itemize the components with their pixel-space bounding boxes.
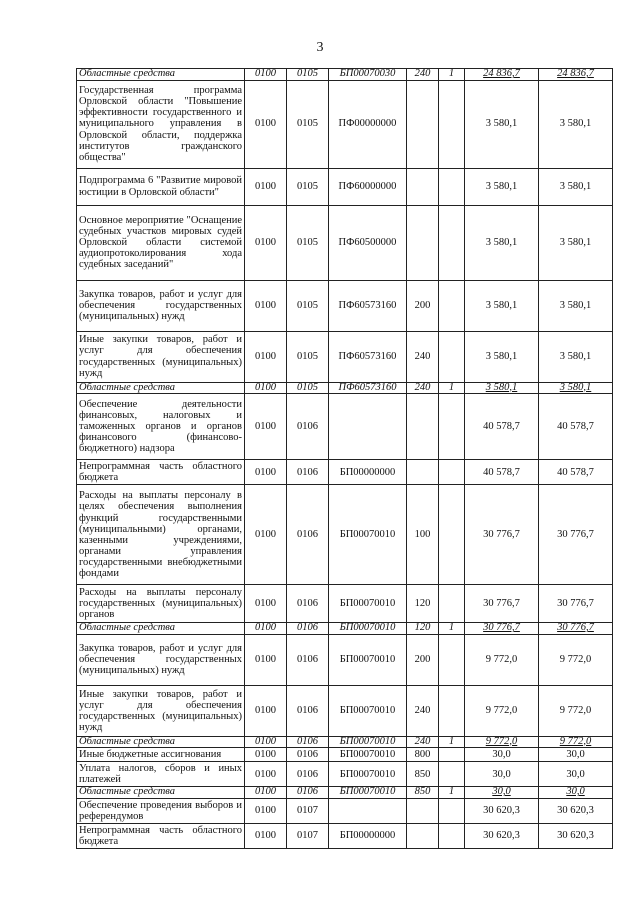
expense-type-cell: 850 bbox=[407, 787, 439, 799]
section-code-cell: 0100 bbox=[245, 168, 287, 205]
amount-year1-cell: 40 578,7 bbox=[465, 460, 539, 485]
amount-year2-cell: 3 580,1 bbox=[539, 382, 613, 394]
expense-type-cell bbox=[407, 80, 439, 168]
amount-year1-cell: 3 580,1 bbox=[465, 168, 539, 205]
target-article-cell: БП00070010 bbox=[329, 762, 407, 787]
funding-source-cell bbox=[439, 762, 465, 787]
row-name-cell: Областные средства bbox=[77, 69, 245, 81]
target-article-cell: БП00070010 bbox=[329, 685, 407, 736]
amount-year2-cell: 30 620,3 bbox=[539, 823, 613, 848]
row-name-cell: Областные средства bbox=[77, 787, 245, 799]
table-row bbox=[77, 331, 613, 382]
amount-year1-cell: 3 580,1 bbox=[465, 331, 539, 382]
amount-year1-cell: 3 580,1 bbox=[465, 280, 539, 331]
section-code-cell: 0100 bbox=[245, 394, 287, 460]
subsection-code-cell: 0105 bbox=[287, 168, 329, 205]
section-code-cell: 0100 bbox=[245, 485, 287, 585]
subsection-code-cell: 0106 bbox=[287, 685, 329, 736]
budget-table bbox=[76, 68, 613, 849]
expense-type-cell: 850 bbox=[407, 762, 439, 787]
funding-source-cell: 1 bbox=[439, 69, 465, 81]
target-article-cell: БП00000000 bbox=[329, 823, 407, 848]
section-code-cell: 0100 bbox=[245, 331, 287, 382]
funding-source-cell bbox=[439, 80, 465, 168]
page-number: 3 bbox=[316, 40, 324, 55]
expense-type-cell: 120 bbox=[407, 623, 439, 635]
subsection-code-cell: 0105 bbox=[287, 80, 329, 168]
amount-year1-cell: 9 772,0 bbox=[465, 685, 539, 736]
row-name-cell: Основное мероприятие "Оснащение судебных участков мировых судей Орловской области системой аудиопротоколирования хода судебных заседаний" bbox=[77, 205, 245, 280]
expense-type-cell: 200 bbox=[407, 634, 439, 685]
amount-year2-cell: 30 776,7 bbox=[539, 585, 613, 623]
amount-year1-cell: 30 620,3 bbox=[465, 798, 539, 823]
subsection-code-cell: 0106 bbox=[287, 460, 329, 485]
subsection-code-cell: 0107 bbox=[287, 823, 329, 848]
table-row bbox=[77, 205, 613, 280]
subsection-code-cell: 0106 bbox=[287, 623, 329, 635]
subsection-code-cell: 0106 bbox=[287, 736, 329, 748]
amount-year1-cell: 30 620,3 bbox=[465, 823, 539, 848]
table-row bbox=[77, 798, 613, 823]
expense-type-cell: 240 bbox=[407, 736, 439, 748]
subsection-code-cell: 0107 bbox=[287, 798, 329, 823]
funding-source-cell bbox=[439, 685, 465, 736]
funding-source-cell bbox=[439, 460, 465, 485]
table-row bbox=[77, 762, 613, 787]
table-row bbox=[77, 280, 613, 331]
target-article-cell bbox=[329, 798, 407, 823]
target-article-cell: ПФ60573160 bbox=[329, 331, 407, 382]
section-code-cell: 0100 bbox=[245, 382, 287, 394]
expense-type-cell: 800 bbox=[407, 748, 439, 762]
amount-year2-cell: 30,0 bbox=[539, 748, 613, 762]
row-name-cell: Непрограммная часть областного бюджета bbox=[77, 460, 245, 485]
subsection-code-cell: 0105 bbox=[287, 69, 329, 81]
funding-source-cell bbox=[439, 485, 465, 585]
amount-year1-cell: 30 776,7 bbox=[465, 623, 539, 635]
amount-year1-cell: 3 580,1 bbox=[465, 80, 539, 168]
subsection-code-cell: 0105 bbox=[287, 205, 329, 280]
section-code-cell: 0100 bbox=[245, 623, 287, 635]
amount-year2-cell: 30,0 bbox=[539, 787, 613, 799]
target-article-cell: БП00000000 bbox=[329, 460, 407, 485]
section-code-cell: 0100 bbox=[245, 205, 287, 280]
amount-year2-cell: 30 620,3 bbox=[539, 798, 613, 823]
funding-source-cell bbox=[439, 798, 465, 823]
funding-source-cell bbox=[439, 205, 465, 280]
row-name-cell: Областные средства bbox=[77, 623, 245, 635]
subsection-code-cell: 0106 bbox=[287, 485, 329, 585]
target-article-cell: БП00070010 bbox=[329, 748, 407, 762]
section-code-cell: 0100 bbox=[245, 460, 287, 485]
target-article-cell: ПФ60573160 bbox=[329, 382, 407, 394]
expense-type-cell bbox=[407, 205, 439, 280]
expense-type-cell: 120 bbox=[407, 585, 439, 623]
amount-year1-cell: 24 836,7 bbox=[465, 69, 539, 81]
amount-year2-cell: 3 580,1 bbox=[539, 80, 613, 168]
subsection-code-cell: 0105 bbox=[287, 280, 329, 331]
row-name-cell: Уплата налогов, сборов и иных платежей bbox=[77, 762, 245, 787]
target-article-cell: БП00070010 bbox=[329, 634, 407, 685]
target-article-cell: БП00070010 bbox=[329, 585, 407, 623]
target-article-cell: ПФ00000000 bbox=[329, 80, 407, 168]
section-code-cell: 0100 bbox=[245, 736, 287, 748]
table-row bbox=[77, 685, 613, 736]
funding-source-cell: 1 bbox=[439, 787, 465, 799]
amount-year2-cell: 3 580,1 bbox=[539, 205, 613, 280]
target-article-cell: БП00070010 bbox=[329, 485, 407, 585]
row-name-cell: Иные закупки товаров, работ и услуг для обеспечения государственных (муниципальных) нужд bbox=[77, 331, 245, 382]
row-name-cell: Иные бюджетные ассигнования bbox=[77, 748, 245, 762]
subsection-code-cell: 0105 bbox=[287, 331, 329, 382]
amount-year2-cell: 30,0 bbox=[539, 762, 613, 787]
funding-source-cell bbox=[439, 394, 465, 460]
expense-type-cell: 100 bbox=[407, 485, 439, 585]
subsection-code-cell: 0106 bbox=[287, 762, 329, 787]
amount-year1-cell: 30 776,7 bbox=[465, 585, 539, 623]
funding-source-cell bbox=[439, 280, 465, 331]
amount-year1-cell: 9 772,0 bbox=[465, 634, 539, 685]
subsection-code-cell: 0106 bbox=[287, 585, 329, 623]
target-article-cell: БП00070010 bbox=[329, 623, 407, 635]
table-row bbox=[77, 634, 613, 685]
regional-funds-row bbox=[77, 623, 613, 635]
table-row bbox=[77, 485, 613, 585]
section-code-cell: 0100 bbox=[245, 69, 287, 81]
subsection-code-cell: 0105 bbox=[287, 382, 329, 394]
table-body bbox=[77, 69, 613, 849]
target-article-cell: ПФ60573160 bbox=[329, 280, 407, 331]
target-article-cell: ПФ60000000 bbox=[329, 168, 407, 205]
amount-year2-cell: 3 580,1 bbox=[539, 331, 613, 382]
table-row bbox=[77, 394, 613, 460]
regional-funds-row bbox=[77, 382, 613, 394]
expense-type-cell bbox=[407, 798, 439, 823]
funding-source-cell: 1 bbox=[439, 736, 465, 748]
amount-year1-cell: 30 776,7 bbox=[465, 485, 539, 585]
amount-year1-cell: 3 580,1 bbox=[465, 382, 539, 394]
funding-source-cell bbox=[439, 168, 465, 205]
funding-source-cell bbox=[439, 331, 465, 382]
row-name-cell: Непрограммная часть областного бюджета bbox=[77, 823, 245, 848]
expense-type-cell: 240 bbox=[407, 685, 439, 736]
funding-source-cell: 1 bbox=[439, 623, 465, 635]
amount-year1-cell: 40 578,7 bbox=[465, 394, 539, 460]
funding-source-cell bbox=[439, 823, 465, 848]
table-row bbox=[77, 748, 613, 762]
row-name-cell: Расходы на выплаты персоналу в целях обеспечения выполнения функций государственными (муниципальными) органами, казенными учреждениями, органами управления государственными внебюджетными фондами bbox=[77, 485, 245, 585]
row-name-cell: Подпрограмма 6 "Развитие мировой юстиции в Орловской области" bbox=[77, 168, 245, 205]
section-code-cell: 0100 bbox=[245, 685, 287, 736]
target-article-cell: БП00070030 bbox=[329, 69, 407, 81]
amount-year2-cell: 3 580,1 bbox=[539, 168, 613, 205]
expense-type-cell bbox=[407, 168, 439, 205]
subsection-code-cell: 0106 bbox=[287, 394, 329, 460]
funding-source-cell bbox=[439, 748, 465, 762]
expense-type-cell: 240 bbox=[407, 69, 439, 81]
table-row bbox=[77, 585, 613, 623]
target-article-cell: ПФ60500000 bbox=[329, 205, 407, 280]
funding-source-cell bbox=[439, 634, 465, 685]
row-name-cell: Обеспечение проведения выборов и референдумов bbox=[77, 798, 245, 823]
section-code-cell: 0100 bbox=[245, 798, 287, 823]
regional-funds-row bbox=[77, 787, 613, 799]
amount-year1-cell: 9 772,0 bbox=[465, 736, 539, 748]
expense-type-cell bbox=[407, 394, 439, 460]
subsection-code-cell: 0106 bbox=[287, 787, 329, 799]
expense-type-cell: 200 bbox=[407, 280, 439, 331]
expense-type-cell bbox=[407, 460, 439, 485]
row-name-cell: Областные средства bbox=[77, 736, 245, 748]
subsection-code-cell: 0106 bbox=[287, 634, 329, 685]
section-code-cell: 0100 bbox=[245, 585, 287, 623]
row-name-cell: Расходы на выплаты персоналу государственных (муниципальных) органов bbox=[77, 585, 245, 623]
amount-year1-cell: 30,0 bbox=[465, 748, 539, 762]
section-code-cell: 0100 bbox=[245, 823, 287, 848]
expense-type-cell bbox=[407, 823, 439, 848]
amount-year2-cell: 9 772,0 bbox=[539, 685, 613, 736]
row-name-cell: Государственная программа Орловской области "Повышение эффективности государственного и муниципального управления в Орловской области, поддержка институтов гражданского общества" bbox=[77, 80, 245, 168]
expense-type-cell: 240 bbox=[407, 382, 439, 394]
row-name-cell: Обеспечение деятельности финансовых, налоговых и таможенных органов и органов финансового (финансово-бюджетного) надзора bbox=[77, 394, 245, 460]
amount-year1-cell: 30,0 bbox=[465, 787, 539, 799]
amount-year2-cell: 9 772,0 bbox=[539, 736, 613, 748]
amount-year1-cell: 30,0 bbox=[465, 762, 539, 787]
regional-funds-row bbox=[77, 69, 613, 81]
section-code-cell: 0100 bbox=[245, 787, 287, 799]
row-name-cell: Закупка товаров, работ и услуг для обеспечения государственных (муниципальных) нужд bbox=[77, 280, 245, 331]
table-row bbox=[77, 168, 613, 205]
funding-source-cell: 1 bbox=[439, 382, 465, 394]
section-code-cell: 0100 bbox=[245, 634, 287, 685]
amount-year2-cell: 40 578,7 bbox=[539, 460, 613, 485]
section-code-cell: 0100 bbox=[245, 280, 287, 331]
amount-year2-cell: 40 578,7 bbox=[539, 394, 613, 460]
subsection-code-cell: 0106 bbox=[287, 748, 329, 762]
table-row bbox=[77, 460, 613, 485]
amount-year2-cell: 9 772,0 bbox=[539, 634, 613, 685]
row-name-cell: Закупка товаров, работ и услуг для обеспечения государственных (муниципальных) нужд bbox=[77, 634, 245, 685]
target-article-cell: БП00070010 bbox=[329, 736, 407, 748]
row-name-cell: Иные закупки товаров, работ и услуг для обеспечения государственных (муниципальных) нужд bbox=[77, 685, 245, 736]
regional-funds-row bbox=[77, 736, 613, 748]
section-code-cell: 0100 bbox=[245, 762, 287, 787]
row-name-cell: Областные средства bbox=[77, 382, 245, 394]
amount-year2-cell: 3 580,1 bbox=[539, 280, 613, 331]
amount-year2-cell: 30 776,7 bbox=[539, 485, 613, 585]
section-code-cell: 0100 bbox=[245, 748, 287, 762]
amount-year2-cell: 30 776,7 bbox=[539, 623, 613, 635]
section-code-cell: 0100 bbox=[245, 80, 287, 168]
amount-year1-cell: 3 580,1 bbox=[465, 205, 539, 280]
funding-source-cell bbox=[439, 585, 465, 623]
target-article-cell: БП00070010 bbox=[329, 787, 407, 799]
expense-type-cell: 240 bbox=[407, 331, 439, 382]
table-row bbox=[77, 823, 613, 848]
table-row bbox=[77, 80, 613, 168]
amount-year2-cell: 24 836,7 bbox=[539, 69, 613, 81]
target-article-cell bbox=[329, 394, 407, 460]
